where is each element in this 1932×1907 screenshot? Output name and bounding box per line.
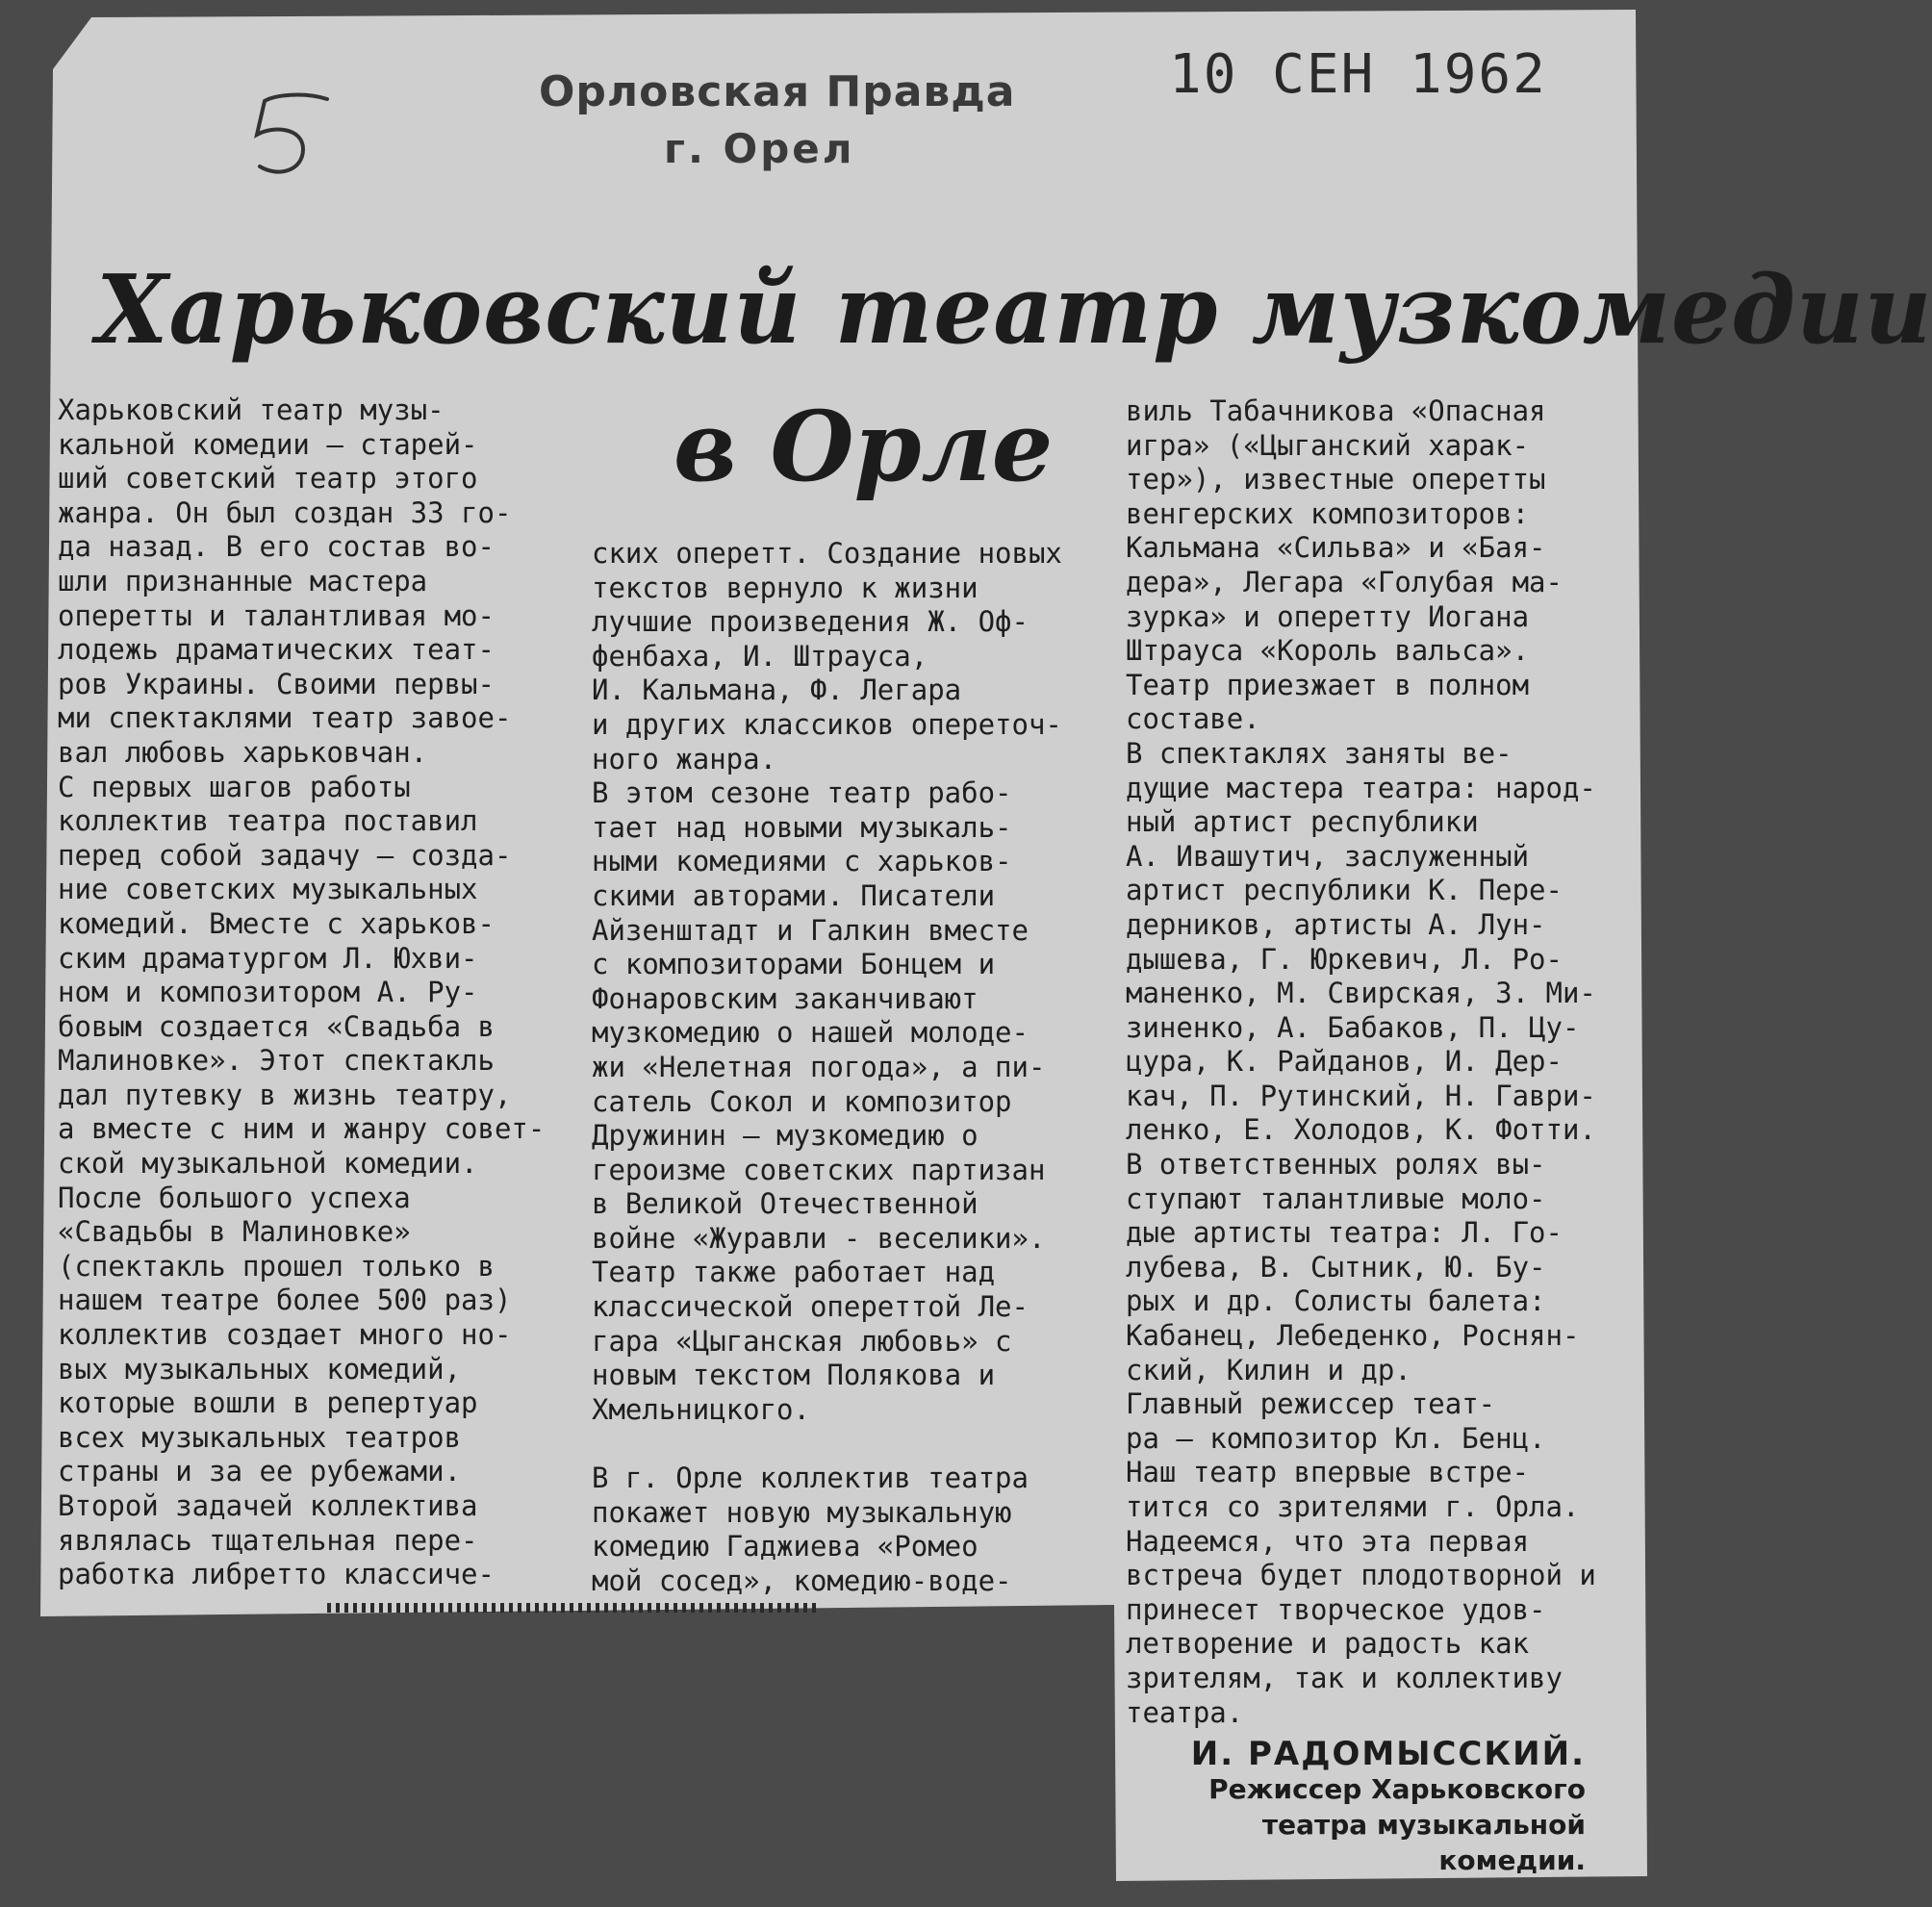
article-text-line: Наш театр впервые встре-: [1126, 1456, 1530, 1489]
article-text-line: венгерских композиторов:: [1126, 496, 1530, 530]
article-column-2: [592, 537, 1092, 1598]
article-text-line: скими авторами. Писатели: [592, 878, 996, 912]
article-text-line: Штрауса «Король вальса».: [1126, 634, 1530, 668]
article-text-line: в Великой Отечественной: [592, 1187, 979, 1221]
article-text-line: кальной комедии — старей-: [58, 427, 478, 461]
article-subheadline: в Орле: [674, 390, 1054, 503]
article-text-line: Театр приезжает в полном: [1126, 668, 1530, 701]
article-text-line: дал путевку в жизнь театру,: [58, 1078, 512, 1111]
article-text-line: комедию Гаджиева «Ромео: [592, 1530, 979, 1564]
article-text-line: (спектакль прошел только в: [58, 1249, 495, 1283]
newspaper-stamp-name: Орловская Правда: [539, 67, 1016, 116]
article-text-line: летворение и радость как: [1126, 1627, 1530, 1661]
article-text-line: Главный режиссер теат-: [1126, 1387, 1496, 1421]
article-text-line: зрителям, так и коллективу: [1126, 1661, 1563, 1694]
article-column-3: [1126, 394, 1631, 1730]
article-text-line: Дружинин — музкомедию о: [592, 1119, 979, 1153]
article-text-line: дые артисты театра: Л. Го-: [1126, 1216, 1563, 1250]
article-text-line: являлась тщательная пере-: [58, 1523, 478, 1557]
article-text-line: классической опереттой Ле-: [592, 1290, 1029, 1324]
article-text-line: Айзенштадт и Галкин вместе: [592, 913, 1029, 947]
article-text-line: Харьковский театр музы-: [58, 394, 445, 426]
article-text-line: ние советских музыкальных: [58, 873, 478, 906]
author-name: И. РАДОМЫССКИЙ.: [1190, 1735, 1586, 1773]
article-text-line: цура, К. Райданов, И. Дер-: [1126, 1045, 1563, 1079]
article-text-line: нашем театре более 500 раз): [58, 1284, 512, 1317]
date-stamp: 10 СЕН 1962: [1169, 43, 1547, 106]
article-text-line: Кабанец, Лебеденко, Роснян-: [1126, 1319, 1580, 1353]
article-text-line: Театр также работает над: [592, 1256, 996, 1289]
article-text-line: работка либретто классиче-: [58, 1558, 495, 1591]
article-text-line: рых и др. Солисты балета:: [1126, 1284, 1546, 1318]
article-text-line: С первых шагов работы: [58, 770, 411, 803]
article-text-line: мой сосед», комедию-воде-: [592, 1564, 1012, 1597]
article-text-line: войне «Журавли - веселики».: [592, 1221, 1046, 1255]
article-text-line: оперетты и талантливая мо-: [58, 598, 495, 632]
article-text-line: жи «Нелетная погода», а пи-: [592, 1050, 1046, 1083]
article-text-line: которые вошли в репертуар: [58, 1386, 478, 1420]
article-text-line: шли признанные мастера: [58, 564, 428, 598]
article-text-line: Малиновке». Этот спектакль: [58, 1044, 495, 1078]
torn-edge-perforation: [327, 1603, 818, 1613]
article-text-line: тится со зрителями г. Орла.: [1126, 1490, 1580, 1523]
article-text-line: кач, П. Рутинский, Н. Гаври-: [1126, 1079, 1596, 1112]
article-text-line: В г. Орле коллектив театра: [592, 1462, 1029, 1495]
article-text-line: а вместе с ним и жанру совет-: [58, 1112, 546, 1146]
article-text-line: перед собой задачу — созда-: [58, 838, 512, 872]
article-text-line: [592, 1427, 1092, 1462]
article-text-line: дера», Легара «Голубая ма-: [1126, 565, 1563, 598]
article-text-line: ный артист республики: [1126, 805, 1479, 839]
article-text-line: ленко, Е. Холодов, К. Фотти.: [1126, 1113, 1596, 1147]
article-text-line: покажет новую музыкальную: [592, 1495, 1012, 1529]
article-text-line: с композиторами Бонцем и: [592, 948, 996, 981]
article-text-line: встреча будет плодотворной и: [1126, 1559, 1596, 1592]
article-text-line: дерников, артисты А. Лун-: [1126, 907, 1546, 941]
article-text-line: ра — композитор Кл. Бенц.: [1126, 1421, 1546, 1455]
article-text-line: лубева, В. Сытник, Ю. Бу-: [1126, 1250, 1546, 1284]
article-text-line: дущие мастера театра: народ-: [1126, 771, 1596, 804]
article-text-line: тер»), известные оперетты: [1126, 463, 1546, 496]
article-text-line: сатель Сокол и композитор: [592, 1084, 1012, 1118]
article-text-line: ским драматургом Л. Юхви-: [58, 941, 478, 975]
article-text-line: новым текстом Полякова и: [592, 1359, 996, 1392]
article-text-line: страны и за ее рубежами.: [58, 1455, 462, 1488]
article-text-line: игра» («Цыганский харак-: [1126, 428, 1530, 462]
article-text-line: Фонаровским заканчивают: [592, 981, 979, 1015]
article-text-line: текстов вернуло к жизни: [592, 571, 979, 604]
article-text-line: Хмельницкого.: [592, 1392, 810, 1426]
newspaper-stamp-city: г. Орел: [664, 125, 855, 172]
author-title-line: Режиссер Харьковского: [1208, 1773, 1586, 1805]
article-text-line: ший советский театр этого: [58, 462, 478, 496]
article-text-line: Надеемся, что эта первая: [1126, 1524, 1530, 1558]
article-text-line: вал любовь харьковчан.: [58, 735, 428, 769]
author-title-line: театра музыкальной: [1261, 1809, 1586, 1841]
article-column-1: [58, 394, 553, 1592]
article-text-line: жанра. Он был создан 33 го-: [58, 496, 512, 529]
article-text-line: составе.: [1126, 702, 1260, 736]
article-text-line: ступают талантливые моло-: [1126, 1182, 1546, 1215]
article-text-line: артист республики К. Пере-: [1126, 874, 1563, 907]
article-text-line: Второй задачей коллектива: [58, 1489, 478, 1522]
article-text-line: После большого успеха: [58, 1181, 411, 1214]
pencil-number-mark: [236, 82, 342, 191]
article-text-line: всех музыкальных театров: [58, 1420, 462, 1454]
article-text-line: фенбаха, И. Штрауса,: [592, 639, 928, 673]
article-text-line: ских оперетт. Создание новых: [592, 537, 1062, 570]
article-text-line: гара «Цыганская любовь» с: [592, 1324, 1012, 1358]
article-text-line: да назад. В его состав во-: [58, 530, 495, 564]
article-text-line: ными комедиями с харьков-: [592, 845, 1012, 878]
article-text-line: ном и композитором А. Ру-: [58, 976, 478, 1009]
article-text-line: и других классиков опереточ-: [592, 707, 1062, 741]
article-text-line: коллектив создает много но-: [58, 1318, 512, 1352]
article-text-line: ров Украины. Своими первы-: [58, 667, 495, 700]
article-text-line: комедий. Вместе с харьков-: [58, 906, 495, 940]
article-headline: Харьковский театр музкомедии: [96, 255, 1932, 366]
article-text-line: героизме советских партизан: [592, 1153, 1046, 1186]
article-text-line: И. Кальмана, Ф. Легара: [592, 674, 962, 707]
article-text-line: маненко, М. Свирская, З. Ми-: [1126, 977, 1596, 1010]
article-text-line: В ответственных ролях вы-: [1126, 1148, 1546, 1182]
article-text-line: ми спектаклями театр завое-: [58, 701, 512, 735]
article-text-line: В спектаклях заняты ве-: [1126, 736, 1513, 770]
article-text-line: «Свадьбы в Малиновке»: [58, 1215, 411, 1249]
article-text-line: ного жанра.: [592, 742, 777, 776]
article-text-line: вых музыкальных комедий,: [58, 1352, 462, 1386]
article-text-line: театра.: [1126, 1695, 1244, 1729]
article-text-line: ский, Килин и др.: [1126, 1353, 1411, 1386]
article-text-line: тает над новыми музыкаль-: [592, 810, 1012, 844]
article-text-line: дышева, Г. Юркевич, Л. Ро-: [1126, 942, 1563, 976]
article-text-line: зурка» и оперетту Иогана: [1126, 599, 1530, 633]
article-text-line: В этом сезоне театр рабо-: [592, 776, 1012, 810]
article-text-line: А. Ивашутич, заслуженный: [1126, 839, 1530, 873]
article-text-line: музкомедию о нашей молоде-: [592, 1016, 1029, 1050]
author-title-line: комедии.: [1438, 1844, 1586, 1876]
article-text-line: бовым создается «Свадьба в: [58, 1009, 495, 1043]
article-text-line: ской музыкальной комедии.: [58, 1147, 478, 1181]
article-text-line: Кальмана «Сильва» и «Бая-: [1126, 531, 1546, 565]
article-text-line: зиненко, А. Бабаков, П. Цу-: [1126, 1010, 1580, 1044]
article-text-line: виль Табачникова «Опасная: [1126, 394, 1546, 427]
article-text-line: лучшие произведения Ж. Оф-: [592, 605, 1029, 639]
article-text-line: лодежь драматических теат-: [58, 633, 495, 667]
article-text-line: коллектив театра поставил: [58, 804, 478, 838]
article-text-line: принесет творческое удов-: [1126, 1592, 1546, 1626]
